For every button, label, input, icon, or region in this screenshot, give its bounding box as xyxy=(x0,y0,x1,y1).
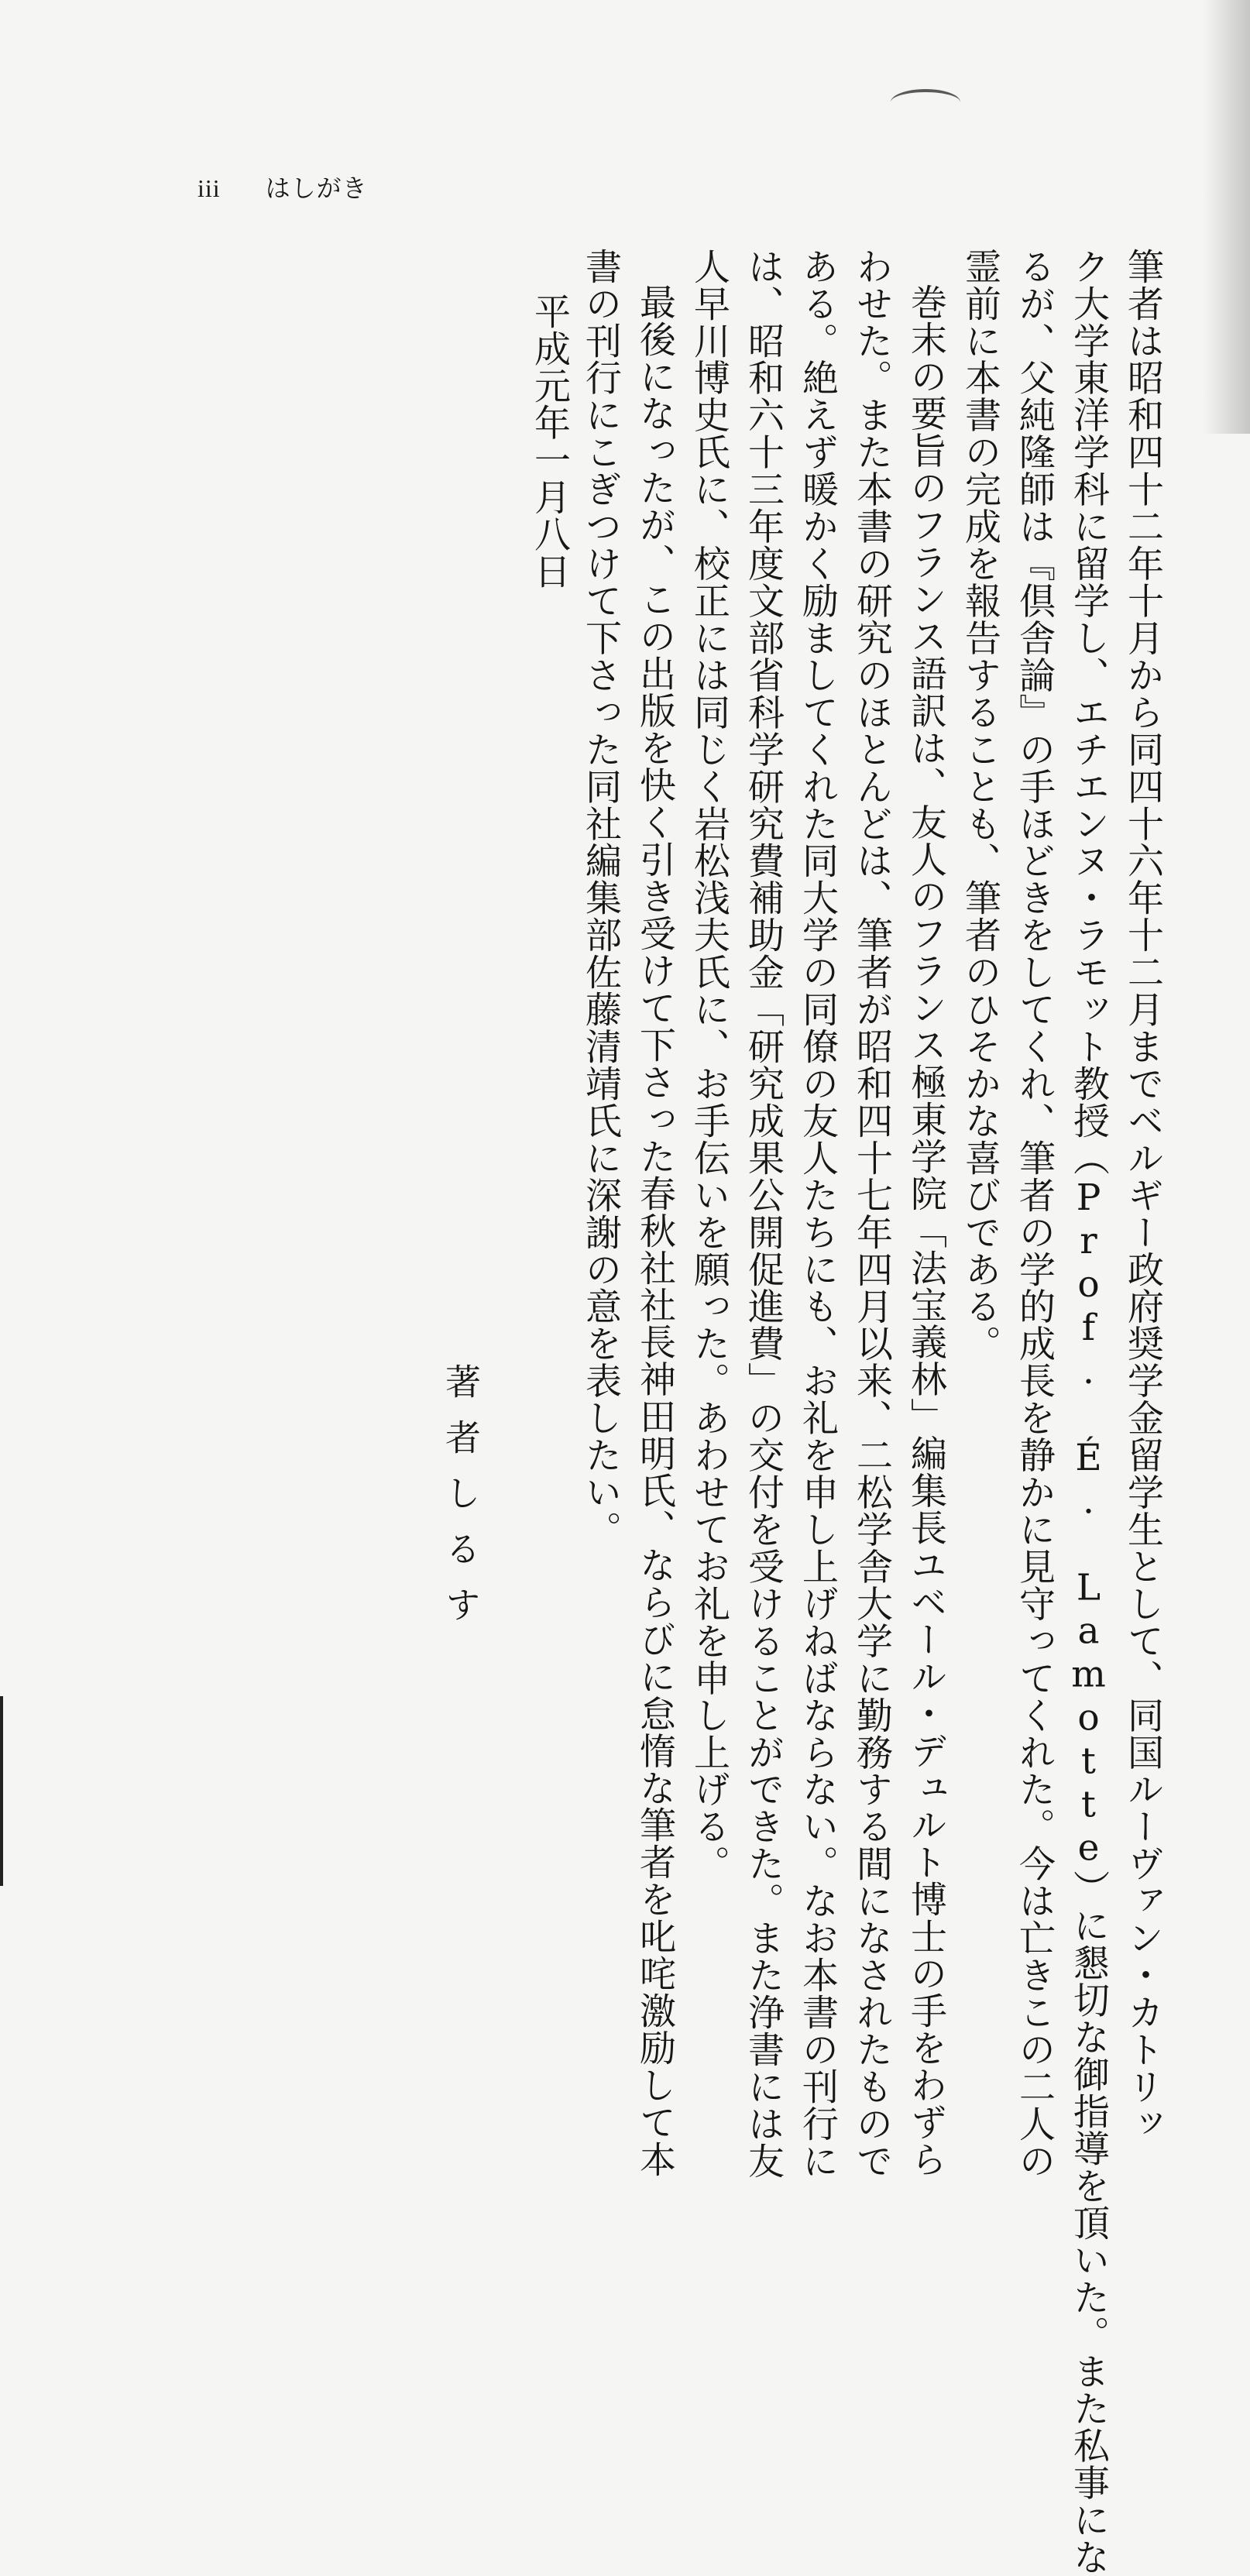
text-column: は、昭和六十三年度文部省科学研究費補助金「研究成果公開促進費」の交付を受けることができた。また浄書には友 xyxy=(742,248,785,2179)
page-number: iii xyxy=(197,174,221,202)
text-column: ク大学東洋学科に留学し、エチエンヌ・ラモット教授（Prof. É. Lamotte）に懇切な御指導を頂いた。また私事にな xyxy=(1067,248,1110,2576)
header-title: はしがき xyxy=(265,173,368,203)
scan-left-rule xyxy=(0,1696,3,1886)
text-column: わせた。また本書の研究のほとんどは、筆者が昭和四十七年四月以来、二松学舎大学に勤務する間になされたもので xyxy=(850,248,893,2179)
text-column: 霊前に本書の完成を報告することも、筆者のひそかな喜びである。 xyxy=(959,248,1001,1362)
text-column: 人早川博史氏に、校正には同じく岩松浅夫氏に、お手伝いを願った。あわせてお礼を申し上げる。 xyxy=(688,248,730,1883)
text-column: ある。絶えず暖かく励ましてくれた同大学の同僚の友人たちにも、お礼を申し上げねばならない。なお本書の刊行に xyxy=(796,248,839,2179)
scan-smudge xyxy=(891,89,960,115)
preface-date: 平成元年一月八日 xyxy=(528,293,571,590)
text-column: 巻末の要旨のフランス語訳は、友人のフランス極東学院「法宝義林」編集長ユベール・デュルト博士の手をわずら xyxy=(905,283,947,2178)
text-column: 最後になったが、この出版を快く引き受けて下さった春秋社社長神田明氏、ならびに怠惰な筆者を叱咤激励して本 xyxy=(634,283,676,2178)
scan-edge-shadow xyxy=(1204,0,1250,434)
running-header xyxy=(197,169,368,204)
author-signature: 著者しるす xyxy=(440,1363,482,1642)
text-column: 筆者は昭和四十二年十月から同四十六年十二月までベルギー政府奨学金留学生として、同国ルーヴァン・カトリッ xyxy=(1121,248,1164,2142)
text-column: 書の刊行にこぎつけて下さった同社編集部佐藤清靖氏に深謝の意を表したい。 xyxy=(579,248,622,1548)
text-column: るが、父純隆師は『倶舎論』の手ほどきをしてくれ、筆者の学的成長を静かに見守ってくれた。今は亡きこの二人の xyxy=(1013,248,1056,2179)
